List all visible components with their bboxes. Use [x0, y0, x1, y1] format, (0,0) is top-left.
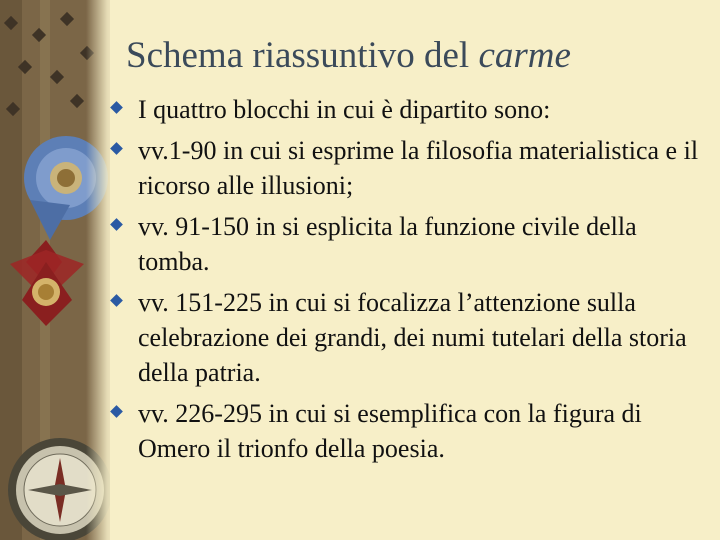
bullet-list	[108, 92, 708, 472]
bullet-item	[108, 133, 708, 203]
slide-title	[126, 34, 571, 77]
side-fade	[86, 0, 110, 540]
diamond-bullet-icon	[110, 142, 123, 155]
diamond-bullet-icon	[110, 405, 123, 418]
title-main: Schema riassuntivo del	[126, 35, 479, 76]
bullet-item	[108, 396, 708, 466]
bullet-text: vv. 151-225 in cui si focalizza l’attenzione sulla celebrazione dei grandi, dei numi tutelari della storia della patria.	[138, 288, 687, 387]
diamond-bullet-icon	[110, 294, 123, 307]
decorative-side-image	[0, 0, 110, 540]
bullet-text: vv.1-90 in cui si esprime la filosofia materialistica e il ricorso alle illusioni;	[138, 136, 699, 200]
diamond-bullet-icon	[110, 101, 123, 114]
bullet-text: vv. 91-150 in si esplicita la funzione civile della tomba.	[138, 212, 637, 276]
bullet-text: I quattro blocchi in cui è dipartito sono:	[138, 95, 551, 124]
title-emphasis: carme	[478, 35, 571, 76]
diamond-bullet-icon	[110, 218, 123, 231]
bullet-text: vv. 226-295 in cui si esemplifica con la figura di Omero il trionfo della poesia.	[138, 399, 642, 463]
bullet-item	[108, 285, 708, 390]
bullet-item	[108, 92, 708, 127]
bullet-item	[108, 209, 708, 279]
